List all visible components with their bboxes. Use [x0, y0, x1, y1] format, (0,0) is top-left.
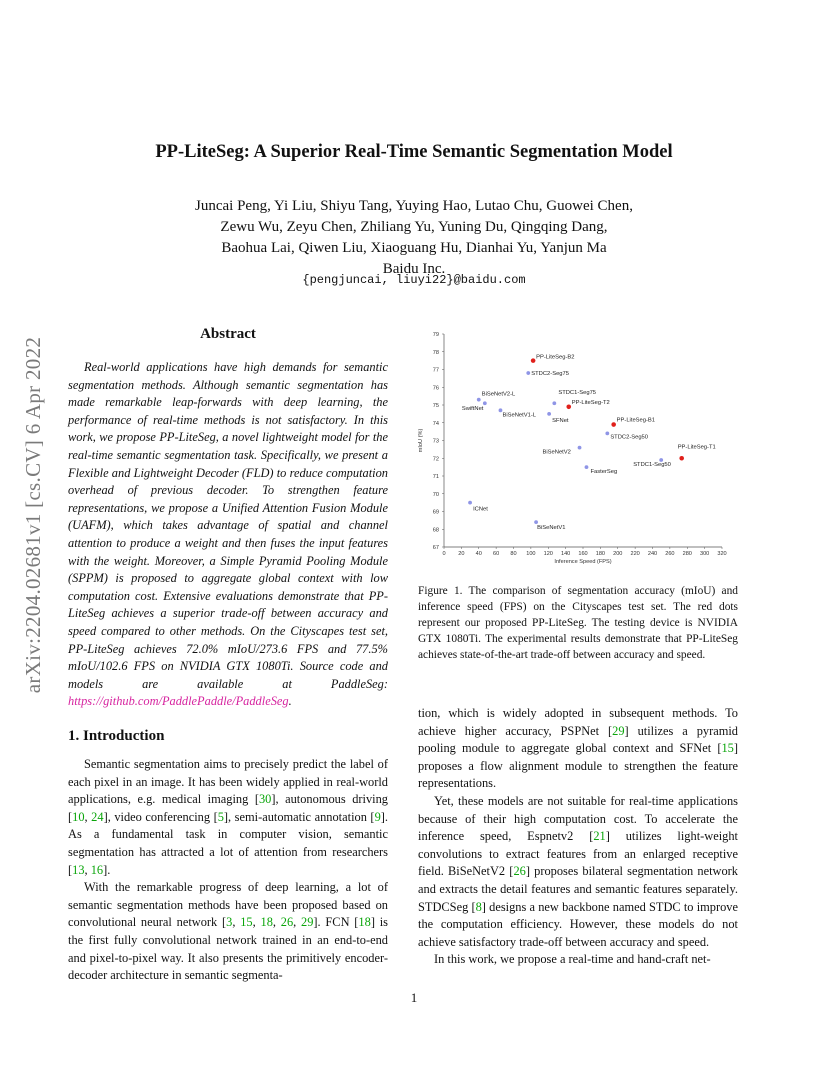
- paragraph-text: ,: [84, 862, 91, 877]
- x-tick-label: 260: [665, 551, 675, 557]
- code-url-link[interactable]: https://github.com/PaddlePaddle/PaddleSeg: [68, 694, 289, 709]
- citation-link[interactable]: 24: [91, 809, 104, 824]
- citation-link[interactable]: 8: [475, 899, 482, 914]
- fps-miou-scatter-chart: [410, 326, 740, 574]
- citation-link[interactable]: 9: [374, 809, 381, 824]
- x-tick-label: 80: [510, 551, 517, 557]
- data-point-label: BiSeNetV2-L: [481, 391, 516, 398]
- citation-link[interactable]: 21: [593, 829, 606, 844]
- author-line: Juncai Peng, Yi Liu, Shiyu Tang, Yuying Hao, Lutao Chu, Guowei Chen,: [195, 198, 633, 214]
- paragraph-text: ] is the first fully convolutional network trained in an end-to-end and pixel-to-pixel way. It also presents the primitively encoder-decoder architecture in semantic segmenta-: [68, 915, 388, 983]
- arxiv-identifier: arXiv:2204.02681v1 [cs.CV] 6 Apr 2022: [21, 336, 45, 694]
- paragraph-text: ] utilizes a pyramid pooling module to aggregate global context and SFNet [: [418, 723, 739, 756]
- data-point: [585, 465, 589, 469]
- paragraph-text: ]. FCN [: [313, 915, 359, 930]
- chart-points: [462, 355, 716, 532]
- x-tick-label: 300: [699, 551, 710, 557]
- citation-link[interactable]: 16: [90, 862, 104, 877]
- y-tick-label: 77: [432, 367, 439, 374]
- citation-link[interactable]: 29: [612, 723, 625, 738]
- x-tick-label: 100: [526, 551, 536, 557]
- y-tick-label: 69: [432, 509, 439, 516]
- data-point: [547, 412, 551, 416]
- figure-caption: Figure 1. The comparison of segmentation accuracy (mIoU) and inference speed (FPS) on the Cityscapes test set. The red dots represent our proposed PP-LiteSeg. The testing device is NVIDIA GTX 1080Ti. The experimental results demonstrate that PP-LiteSeg achieves state-of-the-art trade-off between accuracy and speed.: [418, 585, 738, 661]
- paragraph: [418, 951, 738, 969]
- citation-link[interactable]: 18: [260, 915, 273, 930]
- paragraph-text: Yet, these models are not suitable for real-time applications because of their high computation cost. To accelerate the inference speed, Espnetv2 [: [418, 793, 738, 844]
- y-tick-label: 76: [432, 385, 439, 392]
- data-point-label: STDC1-Seg50: [633, 462, 671, 469]
- citation-link[interactable]: 29: [301, 915, 314, 930]
- abstract-text: [68, 359, 388, 711]
- x-tick-label: 160: [578, 551, 588, 557]
- citation-link[interactable]: 3: [226, 915, 233, 930]
- x-tick-label: 200: [613, 551, 623, 557]
- y-tick-label: 73: [432, 438, 439, 445]
- paper-title: PP-LiteSeg: A Superior Real-Time Semantic Segmentation Model: [155, 142, 673, 162]
- y-tick-label: 71: [432, 474, 439, 480]
- abstract-body: Real-world applications have high demands for semantic segmentation methods. Although semantic segmentation has made remarkable leap-forwards with deep learning, the performance of real-time methods is not satisfactory. In this work, we propose PP-LiteSeg, a novel lightweight model for the real-time semantic segmentation task. Specifically, we present a Flexible and Lightweight Decoder (FLD) to reduce computation overhead of previous decoder. To strengthen feature representations, we propose a Unified Attention Fusion Module (UAFM), which takes advantage of spatial and channel attention to produce a weight and then fuses the input features with the weight. Moreover, a Simple Pyramid Pooling Module (SPPM) is proposed to aggregate global context with low computation cost. Extensive evaluations demonstrate that PP-LiteSeg achieves a superior trade-off between accuracy and speed compared to other methods. On the Cityscapes test set, PP-LiteSeg achieves 72.0% mIoU/273.6 FPS and 77.5% mIoU/102.6 FPS on NVIDIA GTX 1080Ti. Source code and models are available at PaddleSeg:: [68, 360, 388, 691]
- paragraph-text: ] proposes a flow alignment module to strengthen the feature representations.: [418, 741, 738, 791]
- paragraph-text: With the remarkable progress of deep learning, a lot of semantic segmentation methods have been proposed based on convolutional neural network [: [68, 880, 388, 930]
- paragraph: [418, 705, 738, 793]
- paragraph-text: ] designs a new backbone named STDC to improve the computation efficiency. However, these models do not achieve satisfactory trade-off between accuracy and speed.: [418, 899, 738, 949]
- data-point-label: PP-LiteSeg-B1: [616, 417, 656, 424]
- right-column-text: [418, 705, 738, 969]
- data-point-label: ICNet: [473, 506, 488, 513]
- paragraph-text: Semantic segmentation aims to precisely predict the label of each pixel in an image. It has been widely applied in real-world applications, e.g. medical imaging [: [68, 757, 388, 807]
- data-point: [526, 371, 530, 375]
- data-point-label: BiSeNetV1: [537, 525, 566, 532]
- paragraph-text: tion, which is widely adopted in subsequent methods. To achieve higher accuracy, PSPNet [: [418, 706, 738, 738]
- data-point: [578, 446, 582, 450]
- x-tick-label: 320: [717, 551, 727, 557]
- x-tick-label: 0: [442, 551, 446, 557]
- data-point-label: STDC2-Seg75: [531, 371, 569, 378]
- paragraph-text: In this work, we propose a real-time and hand-craft net-: [434, 952, 711, 967]
- author-block: [0, 196, 828, 280]
- y-tick-label: 68: [432, 527, 439, 534]
- paragraph-text: ,: [272, 915, 281, 930]
- y-axis-label: mIoU (%): [418, 428, 424, 453]
- chart-axes: [444, 334, 722, 547]
- paragraph-text: ]. As a fundamental task in computer vision, semantic segmentation has attracted a lot of attention from researchers [: [68, 809, 388, 877]
- y-tick-label: 75: [432, 403, 439, 409]
- author-email: {pengjuncai, liuyi22}@baidu.com: [302, 273, 526, 287]
- data-point-label: STDC1-Seg75: [558, 390, 597, 397]
- citation-link[interactable]: 15: [240, 915, 253, 930]
- paragraph-text: ,: [293, 915, 302, 930]
- paragraph-text: ,: [84, 809, 92, 824]
- y-tick-label: 67: [432, 545, 439, 551]
- author-line: Zewu Wu, Zeyu Chen, Zhiliang Yu, Yuning Du, Qingqing Dang,: [220, 219, 608, 235]
- paragraph-text: ,: [252, 915, 261, 930]
- paragraph-text: ], semi-automatic annotation [: [223, 809, 375, 824]
- x-axis-label: Inference Speed (FPS): [554, 559, 612, 565]
- data-point: [679, 456, 684, 461]
- paragraph: [68, 756, 388, 879]
- paragraph-text: ] utilizes light-weight convolutions to extract features from an enlarged receptive field. BiSeNetV2 [: [418, 829, 738, 879]
- data-point: [477, 398, 481, 402]
- data-point: [531, 358, 536, 363]
- y-tick-label: 72: [432, 456, 439, 463]
- x-tick-label: 240: [647, 551, 658, 557]
- data-point: [468, 501, 472, 505]
- data-point: [552, 401, 556, 405]
- data-point: [605, 432, 609, 436]
- paragraph-text: ].: [103, 862, 111, 877]
- data-point-label: STDC2-Seg50: [610, 434, 649, 441]
- data-point: [534, 520, 538, 524]
- citation-link[interactable]: 10: [72, 809, 85, 824]
- x-tick-label: 140: [560, 551, 571, 557]
- citation-link[interactable]: 13: [72, 862, 85, 877]
- data-point-label: PP-LiteSeg-T2: [571, 399, 610, 406]
- x-tick-label: 180: [595, 551, 606, 557]
- abstract-paragraph: [68, 359, 388, 711]
- affiliation: Baidu Inc.: [382, 261, 446, 277]
- x-tick-label: 20: [458, 551, 465, 557]
- data-point-label: BiSeNetV1-L: [502, 412, 536, 419]
- citation-link[interactable]: 26: [513, 864, 526, 879]
- data-point-label: BiSeNetV2: [542, 449, 571, 456]
- section-heading-introduction: 1. Introduction: [68, 728, 165, 744]
- citation-link[interactable]: 26: [280, 915, 294, 930]
- paragraph-text: ] proposes bilateral segmentation network and extracts the detail features and semantic features separately. STDCSeg [: [418, 864, 738, 914]
- x-tick-label: 220: [630, 551, 640, 557]
- y-tick-label: 79: [432, 332, 439, 338]
- data-point-label: FasterSeg: [590, 469, 618, 476]
- data-point-label: PP-LiteSeg-B2: [536, 354, 575, 361]
- data-point-label: SwiftNet: [461, 406, 484, 413]
- paragraph-text: ], video conferencing [: [103, 809, 218, 824]
- citation-link[interactable]: 30: [258, 792, 272, 807]
- citation-link[interactable]: 5: [217, 809, 224, 824]
- data-point: [611, 422, 616, 427]
- paragraph: [418, 793, 738, 951]
- x-tick-label: 120: [543, 551, 553, 557]
- y-tick-label: 78: [432, 349, 439, 356]
- x-tick-label: 40: [475, 551, 482, 557]
- paragraph: [68, 879, 388, 985]
- abstract-end: .: [288, 694, 292, 709]
- introduction-text: [68, 756, 388, 985]
- page-number: 1: [410, 990, 418, 1005]
- y-tick-label: 70: [432, 491, 439, 498]
- citation-link[interactable]: 15: [721, 741, 734, 756]
- x-tick-label: 60: [493, 551, 500, 557]
- data-point-label: SFNet: [552, 417, 569, 424]
- data-point: [483, 401, 487, 405]
- paragraph-text: ,: [232, 915, 241, 930]
- x-tick-label: 280: [682, 551, 692, 557]
- data-point: [566, 404, 571, 409]
- abstract-heading: Abstract: [200, 326, 256, 342]
- citation-link[interactable]: 18: [358, 915, 371, 930]
- data-point-label: PP-LiteSeg-T1: [677, 444, 716, 451]
- author-line: Baohua Lai, Qiwen Liu, Xiaoguang Hu, Dianhai Yu, Yanjun Ma: [221, 240, 607, 256]
- paragraph-text: ], autonomous driving [: [68, 792, 388, 824]
- y-tick-label: 74: [432, 420, 439, 427]
